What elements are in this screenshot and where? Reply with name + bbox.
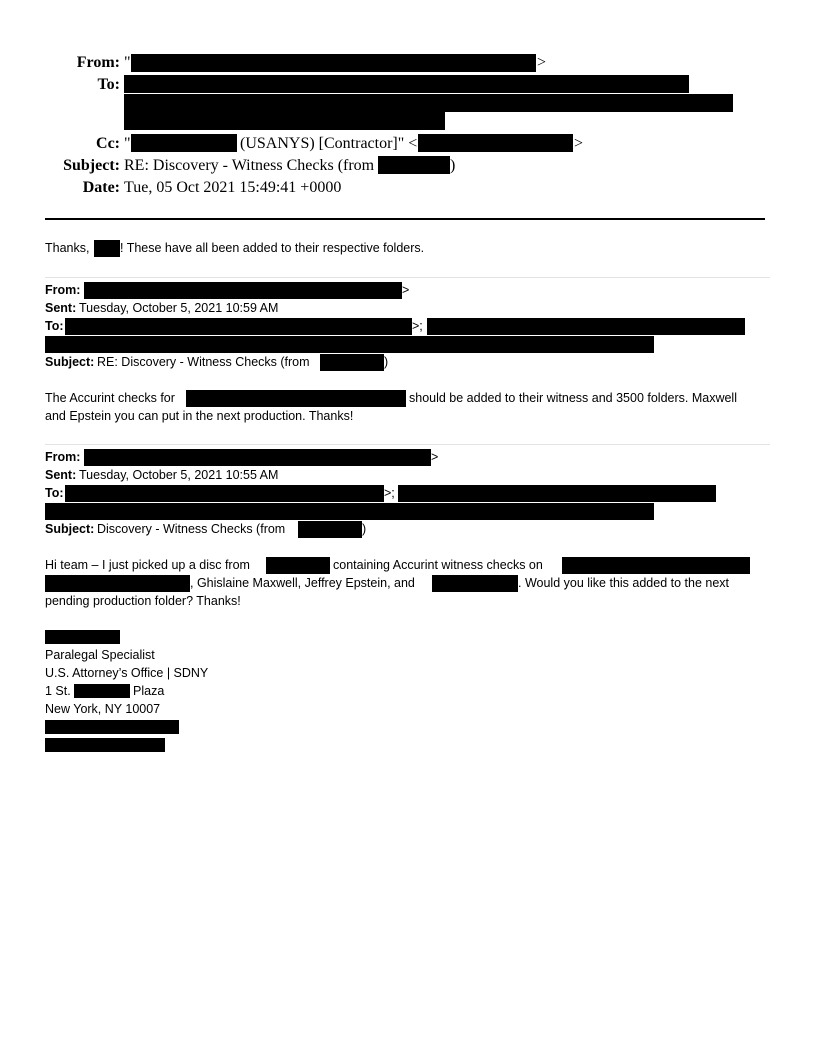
redaction-q1-to-2 [427,318,745,335]
redaction-sig-email [45,738,165,752]
header-divider [45,218,765,220]
q1-body-line1-start: The Accurint checks for [45,391,175,405]
reply-text-end: ! These have all been added to their respective folders. [120,241,425,255]
q2-to-sep: >; [384,486,395,500]
date-value: Tue, 05 Oct 2021 15:49:41 +0000 [124,179,342,196]
redaction-q1-from [84,282,402,299]
q2-body-line2-end: . Would you like this added to the next [518,576,730,590]
redaction-q1-to-3 [45,336,654,353]
cc-open-quote: " [124,135,131,152]
q2-to-label: To: [45,486,64,500]
q1-from-close: > [402,283,410,297]
q2-body-line1-mid: containing Accurint witness checks on [333,558,543,572]
subject-close: ) [450,157,456,174]
redaction-cc-name [131,134,237,152]
redaction-subject [378,156,450,174]
sig-address1-end: Plaza [133,684,165,698]
redaction-q2-subject [298,521,362,538]
q2-subject-close: ) [362,522,367,536]
q2-from-label: From: [45,450,81,464]
reply-text-start: Thanks, [45,241,90,255]
redaction-sig-phone [45,720,179,734]
sig-address2: New York, NY 10007 [45,702,161,716]
quote-divider-1 [45,277,770,278]
q2-subject-text: Discovery - Witness Checks (from [97,522,286,536]
from-open-quote: " [124,54,131,71]
sig-address1-start: 1 St. [45,684,71,698]
subject-text: RE: Discovery - Witness Checks (from [124,157,375,174]
redaction-q2-to-1 [65,485,384,502]
redaction-from [131,54,536,72]
q1-to-sep: >; [412,319,423,333]
quote-divider-2 [45,444,770,445]
redaction-sig-name [45,630,120,644]
date-label: Date: [82,179,120,196]
q2-body-line2-mid: , Ghislaine Maxwell, Jeffrey Epstein, and [190,576,415,590]
from-label: From: [76,54,120,71]
q2-sent-value: Tuesday, October 5, 2021 10:55 AM [79,468,279,482]
q1-subject-close: ) [384,355,389,369]
q1-body-line2: and Epstein you can put in the next production. Thanks! [45,409,354,423]
q2-sent-label: Sent: [45,468,77,482]
cc-mid-text: (USANYS) [Contractor]" < [240,135,418,152]
redaction-q2-to-2 [398,485,716,502]
cc-close: > [574,135,584,152]
to-label: To: [97,76,120,93]
q1-sent-label: Sent: [45,301,77,315]
redaction-q1-body [186,390,406,407]
q1-subject-text: RE: Discovery - Witness Checks (from [97,355,310,369]
q2-from-close: > [431,450,439,464]
redaction-q2-body-1 [266,557,330,574]
redaction-q2-body-4 [432,575,518,592]
q1-from-label: From: [45,283,81,297]
redaction-q1-to-1 [65,318,412,335]
redaction-reply-name [94,240,120,257]
redaction-to-3 [124,112,445,130]
redaction-q2-body-3 [45,575,190,592]
q1-sent-value: Tuesday, October 5, 2021 10:59 AM [79,301,279,315]
q2-subject-label: Subject: [45,522,95,536]
redaction-q2-to-3 [45,503,654,520]
redaction-sig-address [74,684,130,698]
sig-office: U.S. Attorney’s Office | SDNY [45,666,209,680]
from-close-bracket: > [537,54,547,71]
redaction-q2-from [84,449,431,466]
q1-subject-label: Subject: [45,355,95,369]
redaction-q2-body-2 [562,557,750,574]
sig-title: Paralegal Specialist [45,648,155,662]
q2-body-line1-start: Hi team – I just picked up a disc from [45,558,250,572]
subject-label: Subject: [63,157,120,174]
redaction-to-1 [124,75,689,93]
redaction-to-2 [124,94,733,112]
q1-to-label: To: [45,319,64,333]
cc-label: Cc: [96,135,120,152]
redaction-q1-subject [320,354,384,371]
redaction-cc-email [418,134,573,152]
q1-body-line1-end: should be added to their witness and 3500 folders. Maxwell [409,391,737,405]
q2-body-line3: pending production folder? Thanks! [45,594,241,608]
